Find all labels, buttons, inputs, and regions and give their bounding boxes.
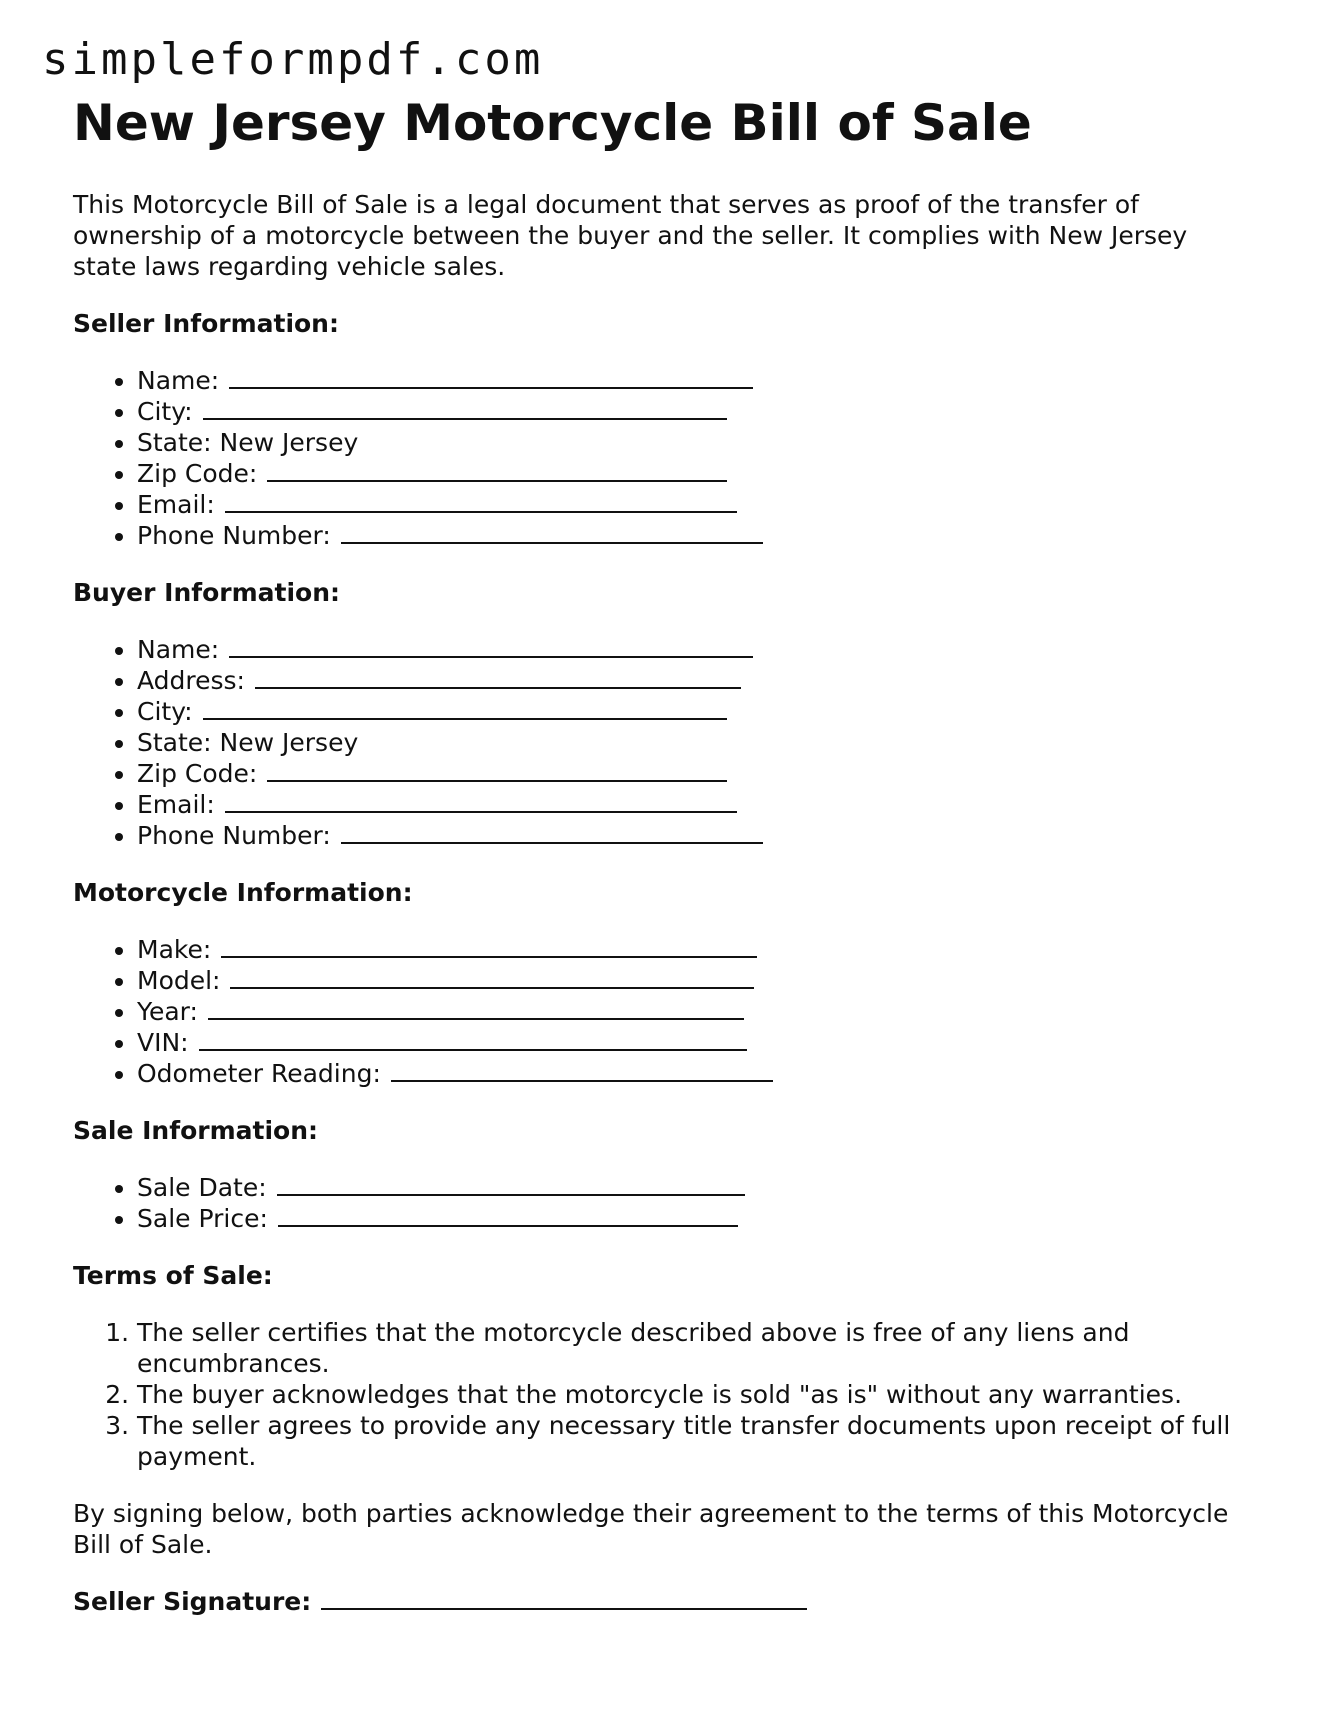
- buyer-address-field: [137, 665, 1253, 696]
- seller-section-heading: Seller Information:: [73, 309, 339, 338]
- seller-name-field: [137, 365, 1253, 396]
- motorcycle-model-field: [137, 965, 1253, 996]
- field-label: Year:: [137, 997, 198, 1026]
- motorcycle-section-heading: Motorcycle Information:: [73, 878, 413, 907]
- seller-name-blank[interactable]: [229, 365, 753, 389]
- motorcycle-make-field: [137, 934, 1253, 965]
- buyer-city-blank[interactable]: [203, 696, 727, 720]
- seller-email-field: [137, 489, 1253, 520]
- intro-paragraph: This Motorcycle Bill of Sale is a legal document that serves as proof of the transfer of ownership of a motorcycle between the buyer and the seller. It complies with New Jersey state laws regarding vehicle sales.: [73, 190, 1188, 281]
- field-label: Phone Number:: [137, 521, 331, 550]
- seller-field-list: [73, 365, 1253, 551]
- field-label: Zip Code:: [137, 759, 258, 788]
- sale-price-field: [137, 1203, 1253, 1234]
- motorcycle-field-list: [73, 934, 1253, 1089]
- buyer-email-blank[interactable]: [225, 789, 737, 813]
- seller-city-field: [137, 396, 1253, 427]
- field-label: Address:: [137, 666, 245, 695]
- field-label: Sale Price:: [137, 1204, 268, 1233]
- seller-zip-field: [137, 458, 1253, 489]
- seller-signature-blank[interactable]: [321, 1586, 807, 1610]
- sale-date-field: [137, 1172, 1253, 1203]
- buyer-name-blank[interactable]: [229, 634, 753, 658]
- sale-price-blank[interactable]: [278, 1203, 738, 1227]
- terms-section-heading: Terms of Sale:: [73, 1261, 273, 1290]
- closing-paragraph: By signing below, both parties acknowledge their agreement to the terms of this Motorcycle Bill of Sale.: [73, 1499, 1229, 1559]
- buyer-zip-field: [137, 758, 1253, 789]
- term-item: 3. The seller agrees to provide any necessary title transfer documents upon receipt of full payment.: [137, 1410, 1253, 1472]
- field-label: Phone Number:: [137, 821, 331, 850]
- term-item: 1. The seller certifies that the motorcycle described above is free of any liens and encumbrances.: [137, 1317, 1253, 1379]
- sale-section-heading: Sale Information:: [73, 1116, 318, 1145]
- field-label: Odometer Reading:: [137, 1059, 381, 1088]
- seller-phone-blank[interactable]: [341, 520, 763, 544]
- buyer-zip-blank[interactable]: [267, 758, 727, 782]
- term-item: 2. The buyer acknowledges that the motorcycle is sold "as is" without any warranties.: [137, 1379, 1253, 1410]
- field-label: City:: [137, 397, 193, 426]
- buyer-address-blank[interactable]: [255, 665, 741, 689]
- field-label: City:: [137, 697, 193, 726]
- motorcycle-vin-blank[interactable]: [199, 1027, 747, 1051]
- document-title: New Jersey Motorcycle Bill of Sale: [73, 94, 1032, 152]
- field-label: Zip Code:: [137, 459, 258, 488]
- field-label: Make:: [137, 935, 212, 964]
- watermark-text: simpleformpdf.com: [42, 34, 544, 85]
- seller-phone-field: [137, 520, 1253, 551]
- seller-email-blank[interactable]: [225, 489, 737, 513]
- buyer-state-field: [137, 727, 1253, 758]
- buyer-name-field: [137, 634, 1253, 665]
- field-label: State: New Jersey: [137, 428, 359, 457]
- seller-city-blank[interactable]: [203, 396, 727, 420]
- seller-signature-label: Seller Signature:: [73, 1587, 312, 1616]
- buyer-section-heading: Buyer Information:: [73, 578, 341, 607]
- field-label: Name:: [137, 366, 220, 395]
- field-label: VIN:: [137, 1028, 189, 1057]
- sale-field-list: [73, 1172, 1253, 1234]
- buyer-city-field: [137, 696, 1253, 727]
- motorcycle-year-field: [137, 996, 1253, 1027]
- field-label: Email:: [137, 790, 215, 819]
- buyer-email-field: [137, 789, 1253, 820]
- buyer-field-list: [73, 634, 1253, 851]
- field-label: Name:: [137, 635, 220, 664]
- motorcycle-vin-field: [137, 1027, 1253, 1058]
- buyer-phone-field: [137, 820, 1253, 851]
- motorcycle-make-blank[interactable]: [221, 934, 757, 958]
- terms-list: [73, 1317, 1253, 1472]
- motorcycle-model-blank[interactable]: [230, 965, 754, 989]
- motorcycle-year-blank[interactable]: [208, 996, 744, 1020]
- field-label: Model:: [137, 966, 221, 995]
- seller-state-field: [137, 427, 1253, 458]
- field-label: State: New Jersey: [137, 728, 359, 757]
- seller-signature-field: [73, 1586, 1253, 1617]
- motorcycle-odometer-field: [137, 1058, 1253, 1089]
- motorcycle-odometer-blank[interactable]: [391, 1058, 773, 1082]
- buyer-phone-blank[interactable]: [341, 820, 763, 844]
- document-page: [73, 93, 1253, 1617]
- seller-zip-blank[interactable]: [267, 458, 727, 482]
- sale-date-blank[interactable]: [277, 1172, 745, 1196]
- field-label: Email:: [137, 490, 215, 519]
- field-label: Sale Date:: [137, 1173, 267, 1202]
